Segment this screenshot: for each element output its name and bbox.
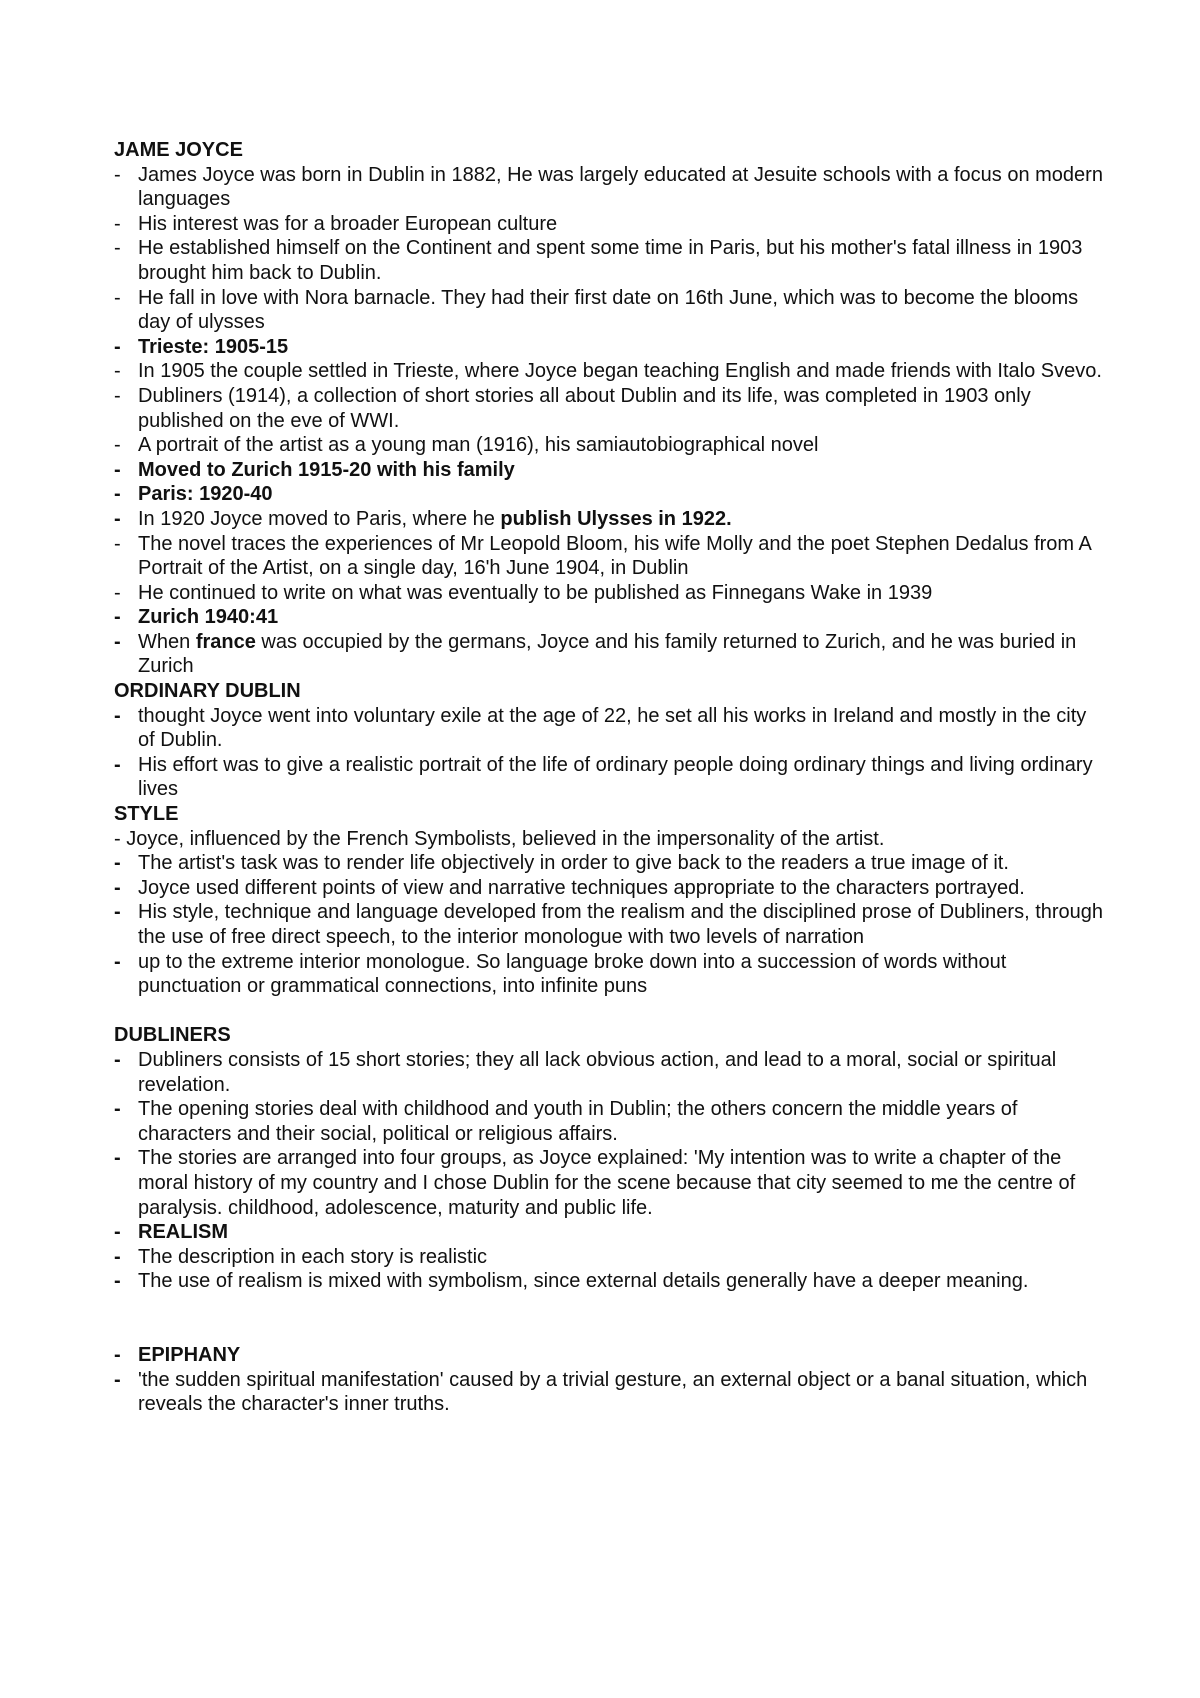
bullet-dash: - — [114, 753, 121, 776]
item-text: was occupied by the germans, Joyce and his family returned to Zurich, and he was buried in Zurich — [138, 630, 1077, 678]
list-item — [114, 851, 1104, 876]
bullet-dash: - — [114, 458, 121, 481]
bullet-dash: - — [114, 163, 121, 186]
bullet-dash: - — [114, 483, 121, 506]
subheading-zurich — [114, 605, 1104, 630]
list-item — [114, 532, 1104, 581]
list-item — [114, 753, 1104, 802]
item-text: Joyce used different points of view and narrative techniques appropriate to the characters portrayed. — [138, 876, 1025, 899]
document-page — [114, 138, 1104, 1417]
item-text: 'the sudden spiritual manifestation' caused by a trivial gesture, an external object or a banal situation, which reveals the character's inner truths. — [138, 1368, 1088, 1416]
bullet-dash: - — [114, 950, 121, 973]
bullet-dash: - — [114, 1245, 121, 1268]
bullet-dash: - — [114, 606, 121, 629]
bullet-dash: - — [114, 1270, 121, 1293]
list-item — [114, 163, 1104, 212]
bullet-dash: - — [114, 704, 121, 727]
list-item — [114, 1269, 1104, 1294]
bullet-dash: - — [114, 1048, 121, 1071]
list-item — [114, 286, 1104, 335]
spacer — [114, 999, 1104, 1024]
bullet-dash: - — [114, 237, 121, 260]
bullet-dash: - — [114, 1098, 121, 1121]
item-text: A portrait of the artist as a young man (1916), his samiautobiographical novel — [138, 434, 819, 457]
item-text: James Joyce was born in Dublin in 1882, He was largely educated at Jesuite schools with a focus on modern languages — [138, 163, 1103, 211]
list-item — [114, 433, 1104, 458]
item-text: He established himself on the Continent and spent some time in Paris, but his mother's fatal illness in 1903 brought him back to Dublin. — [138, 237, 1083, 284]
bullet-dash: - — [114, 852, 121, 875]
list-item — [114, 581, 1104, 606]
list-item — [114, 212, 1104, 237]
bullet-dash: - — [114, 876, 121, 899]
heading-jame-joyce: JAME JOYCE — [114, 139, 243, 161]
item-text: Dubliners (1914), a collection of short stories all about Dublin and its life, was completed in 1903 only published on the eve of WWI. — [138, 384, 1031, 432]
list-item — [114, 900, 1104, 949]
style-first-line: - Joyce, influenced by the French Symbolists, believed in the impersonality of the artist. — [114, 827, 885, 850]
item-text: His effort was to give a realistic portrait of the life of ordinary people doing ordinary things and living ordinary lives — [138, 753, 1093, 801]
item-text: The stories are arranged into four groups, as Joyce explained: 'My intention was to write a chapter of the moral history of my country and I chose Dublin for the scene because that city seemed to me the centre of paralysis. childhood, adolescence, maturity and public life. — [138, 1147, 1076, 1219]
list-item — [114, 704, 1104, 753]
list-item — [114, 236, 1104, 285]
bullet-dash: - — [114, 212, 121, 235]
list-item — [114, 630, 1104, 679]
subheading-realism — [114, 1220, 1104, 1245]
list-item — [114, 507, 1104, 532]
item-text: In 1920 Joyce moved to Paris, where he — [138, 507, 501, 530]
item-text: Paris: 1920-40 — [138, 483, 273, 506]
list-item — [114, 384, 1104, 433]
list-item — [114, 1368, 1104, 1417]
item-text: When — [138, 630, 196, 653]
item-text: The use of realism is mixed with symbolism, since external details generally have a deeper meaning. — [138, 1270, 1029, 1293]
list-item — [114, 359, 1104, 384]
item-text: The description in each story is realistic — [138, 1245, 488, 1268]
item-text-bold: publish Ulysses in 1922. — [500, 507, 732, 530]
heading-ordinary-dublin: ORDINARY DUBLIN — [114, 680, 301, 703]
bullet-dash: - — [114, 434, 121, 457]
item-text: The novel traces the experiences of Mr Leopold Bloom, his wife Molly and the poet Stephen Dedalus from A Portrait of the Artist, on a single day, 16'h June 1904, in Dublin — [138, 532, 1091, 580]
bullet-dash: - — [114, 1344, 121, 1367]
item-text: thought Joyce went into voluntary exile at the age of 22, he set all his works in Ireland and mostly in the city of Dublin. — [138, 704, 1087, 752]
bullet-dash: - — [114, 1221, 121, 1244]
item-text: REALISM — [138, 1221, 228, 1244]
item-text: In 1905 the couple settled in Trieste, where Joyce began teaching English and made friends with Italo Svevo. — [138, 360, 1102, 383]
spacer — [114, 1294, 1104, 1343]
item-text: He fall in love with Nora barnacle. They had their first date on 16th June, which was to become the blooms day of ulysses — [138, 286, 1079, 334]
bullet-dash: - — [114, 335, 121, 358]
subheading-paris — [114, 482, 1104, 507]
list-item — [114, 1048, 1104, 1097]
item-text: Moved to Zurich 1915-20 with his family — [138, 458, 515, 481]
item-text: up to the extreme interior monologue. So language broke down into a succession of words without punctuation or grammatical connections, into infinite puns — [138, 950, 1007, 998]
bullet-dash: - — [114, 507, 121, 530]
bullet-dash: - — [114, 581, 121, 604]
item-text: EPIPHANY — [138, 1344, 241, 1367]
list-item — [114, 876, 1104, 901]
subheading-moved-zurich — [114, 458, 1104, 483]
item-text: He continued to write on what was eventually to be published as Finnegans Wake in 1939 — [138, 581, 933, 604]
item-text: Trieste: 1905-15 — [138, 335, 289, 358]
heading-dubliners: DUBLINERS — [114, 1024, 231, 1047]
item-text: The artist's task was to render life objectively in order to give back to the readers a true image of it. — [138, 852, 1009, 875]
bullet-dash: - — [114, 1368, 121, 1391]
subheading-trieste — [114, 335, 1104, 360]
bullet-dash: - — [114, 286, 121, 309]
item-text: His interest was for a broader European culture — [138, 212, 558, 235]
item-text: The opening stories deal with childhood and youth in Dublin; the others concern the middle years of characters and their social, political or religious affairs. — [138, 1098, 1018, 1145]
bullet-dash: - — [114, 1147, 121, 1170]
list-item — [114, 1097, 1104, 1146]
subheading-epiphany — [114, 1343, 1104, 1368]
bullet-dash: - — [114, 360, 121, 383]
item-text: Zurich 1940:41 — [138, 606, 279, 629]
item-text-bold: france — [195, 630, 256, 653]
list-item — [114, 1146, 1104, 1220]
bullet-dash: - — [114, 901, 121, 924]
bullet-dash: - — [114, 384, 121, 407]
bullet-dash: - — [114, 532, 121, 555]
heading-style: STYLE — [114, 803, 179, 826]
bullet-dash: - — [114, 630, 121, 653]
list-item — [114, 1245, 1104, 1270]
list-item — [114, 950, 1104, 999]
item-text: His style, technique and language developed from the realism and the disciplined prose of Dubliners, through the use of free direct speech, to the interior monologue with two levels of narration — [138, 901, 1104, 948]
item-text: Dubliners consists of 15 short stories; they all lack obvious action, and lead to a moral, social or spiritual revelation. — [138, 1048, 1057, 1096]
